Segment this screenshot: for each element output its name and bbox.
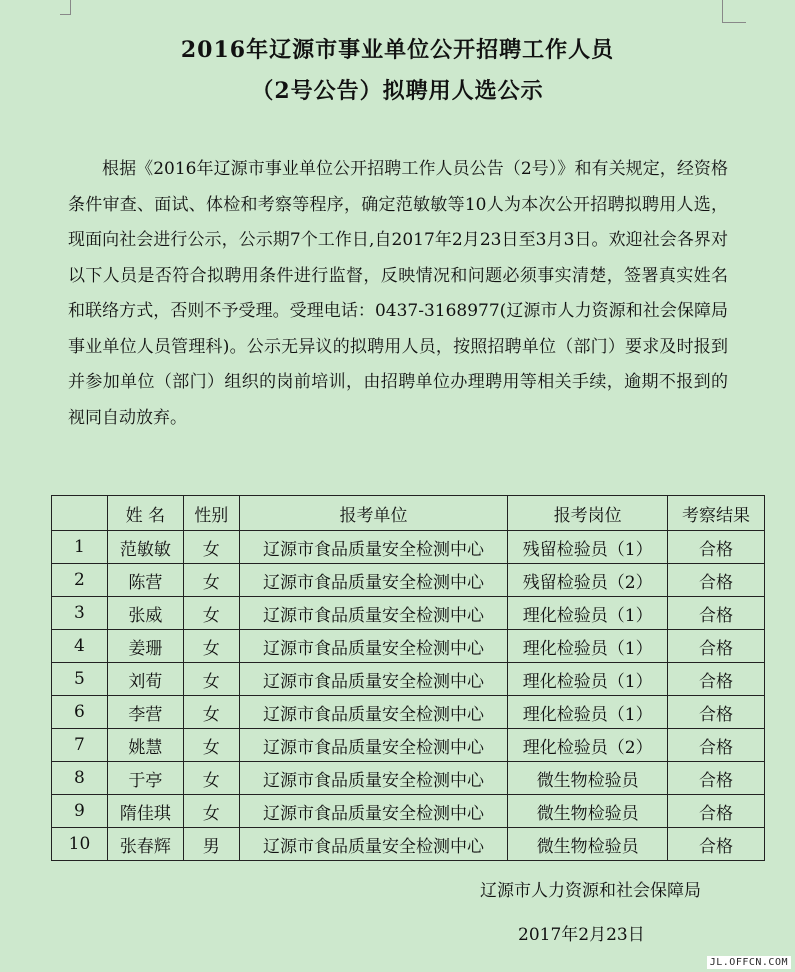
- row-unit: 辽源市食品质量安全检测中心: [239, 762, 508, 795]
- row-name: 隋佳琪: [107, 795, 183, 828]
- row-name: 姜珊: [107, 630, 183, 663]
- header-gender: 性别: [183, 496, 239, 531]
- row-name: 陈营: [107, 564, 183, 597]
- row-name: 张威: [107, 597, 183, 630]
- row-index: 1: [52, 531, 108, 564]
- row-result: 合格: [668, 663, 765, 696]
- page-corner-mark: [60, 14, 71, 15]
- row-name: 姚慧: [107, 729, 183, 762]
- document-title-line1: 2016年辽源市事业单位公开招聘工作人员: [180, 37, 615, 63]
- header-unit: 报考单位: [239, 496, 508, 531]
- row-unit: 辽源市食品质量安全检测中心: [239, 630, 508, 663]
- row-result: 合格: [668, 762, 765, 795]
- row-gender: 女: [183, 630, 239, 663]
- header-name: 姓 名: [107, 496, 183, 531]
- row-result: 合格: [668, 729, 765, 762]
- table-row: [52, 531, 765, 564]
- table-row: [52, 630, 765, 663]
- candidate-table: [51, 495, 765, 861]
- table-row: [52, 696, 765, 729]
- table-row: [52, 795, 765, 828]
- row-position: 理化检验员（1）: [508, 630, 668, 663]
- page-corner-mark: [70, 0, 71, 14]
- row-unit: 辽源市食品质量安全检测中心: [239, 531, 508, 564]
- row-gender: 女: [183, 729, 239, 762]
- row-gender: 女: [183, 696, 239, 729]
- document-title-line2: （2号公告）拟聘用人选公示: [251, 78, 544, 104]
- row-position: 理化检验员（1）: [508, 597, 668, 630]
- row-index: 7: [52, 729, 108, 762]
- row-result: 合格: [668, 630, 765, 663]
- row-position: 理化检验员（2）: [508, 729, 668, 762]
- row-name: 范敏敏: [107, 531, 183, 564]
- row-position: 微生物检验员: [508, 762, 668, 795]
- row-name: 于亭: [107, 762, 183, 795]
- row-index: 6: [52, 696, 108, 729]
- row-unit: 辽源市食品质量安全检测中心: [239, 564, 508, 597]
- row-name: 张春辉: [107, 828, 183, 861]
- row-position: 理化检验员（1）: [508, 663, 668, 696]
- row-result: 合格: [668, 795, 765, 828]
- header-result: 考察结果: [668, 496, 765, 531]
- row-unit: 辽源市食品质量安全检测中心: [239, 729, 508, 762]
- row-index: 4: [52, 630, 108, 663]
- row-unit: 辽源市食品质量安全检测中心: [239, 597, 508, 630]
- row-index: 5: [52, 663, 108, 696]
- table-header-row: [52, 496, 765, 531]
- row-result: 合格: [668, 696, 765, 729]
- row-unit: 辽源市食品质量安全检测中心: [239, 663, 508, 696]
- table-row: [52, 663, 765, 696]
- row-position: 微生物检验员: [508, 828, 668, 861]
- row-gender: 女: [183, 564, 239, 597]
- row-gender: 女: [183, 762, 239, 795]
- row-result: 合格: [668, 531, 765, 564]
- row-gender: 男: [183, 828, 239, 861]
- row-gender: 女: [183, 795, 239, 828]
- row-index: 3: [52, 597, 108, 630]
- header-position: 报考岗位: [508, 496, 668, 531]
- row-index: 8: [52, 762, 108, 795]
- row-result: 合格: [668, 828, 765, 861]
- table-row: [52, 564, 765, 597]
- row-index: 10: [52, 828, 108, 861]
- row-gender: 女: [183, 531, 239, 564]
- row-unit: 辽源市食品质量安全检测中心: [239, 696, 508, 729]
- row-unit: 辽源市食品质量安全检测中心: [239, 795, 508, 828]
- header-index: [52, 496, 108, 531]
- issue-date: 2017年2月23日: [518, 925, 645, 945]
- row-gender: 女: [183, 597, 239, 630]
- row-result: 合格: [668, 564, 765, 597]
- announcement-paragraph: 根据《2016年辽源市事业单位公开招聘工作人员公告（2号）》和有关规定，经资格条件审查、面试、体检和考察等程序，确定范敏敏等10人为本次公开招聘拟聘用人选，现面向社会进行公示，公示期7个工作日,自2017年2月23日至3月3日。欢迎社会各界对以下人员是否符合拟聘用条件进行监督，反映情况和问题必须事实清楚，签署真实姓名和联络方式，否则不予受理。受理电话：0437-3168977(辽源市人力资源和社会保障局事业单位人员管理科)。公示无异议的拟聘用人员，按照招聘单位（部门）要求及时报到并参加单位（部门）组织的岗前培训，由招聘单位办理聘用等相关手续，逾期不报到的视同自动放弃。: [68, 159, 728, 428]
- issuing-authority: 辽源市人力资源和社会保障局: [480, 881, 701, 901]
- row-name: 刘荀: [107, 663, 183, 696]
- page-corner-mark: [722, 0, 723, 22]
- table-row: [52, 597, 765, 630]
- row-position: 微生物检验员: [508, 795, 668, 828]
- page-corner-mark: [722, 22, 746, 23]
- row-index: 9: [52, 795, 108, 828]
- row-position: 残留检验员（2）: [508, 564, 668, 597]
- table-row: [52, 828, 765, 861]
- row-gender: 女: [183, 663, 239, 696]
- row-position: 理化检验员（1）: [508, 696, 668, 729]
- table-row: [52, 729, 765, 762]
- row-position: 残留检验员（1）: [508, 531, 668, 564]
- row-result: 合格: [668, 597, 765, 630]
- row-name: 李营: [107, 696, 183, 729]
- row-unit: 辽源市食品质量安全检测中心: [239, 828, 508, 861]
- site-watermark: JL.OFFCN.COM: [707, 956, 791, 969]
- table-row: [52, 762, 765, 795]
- row-index: 2: [52, 564, 108, 597]
